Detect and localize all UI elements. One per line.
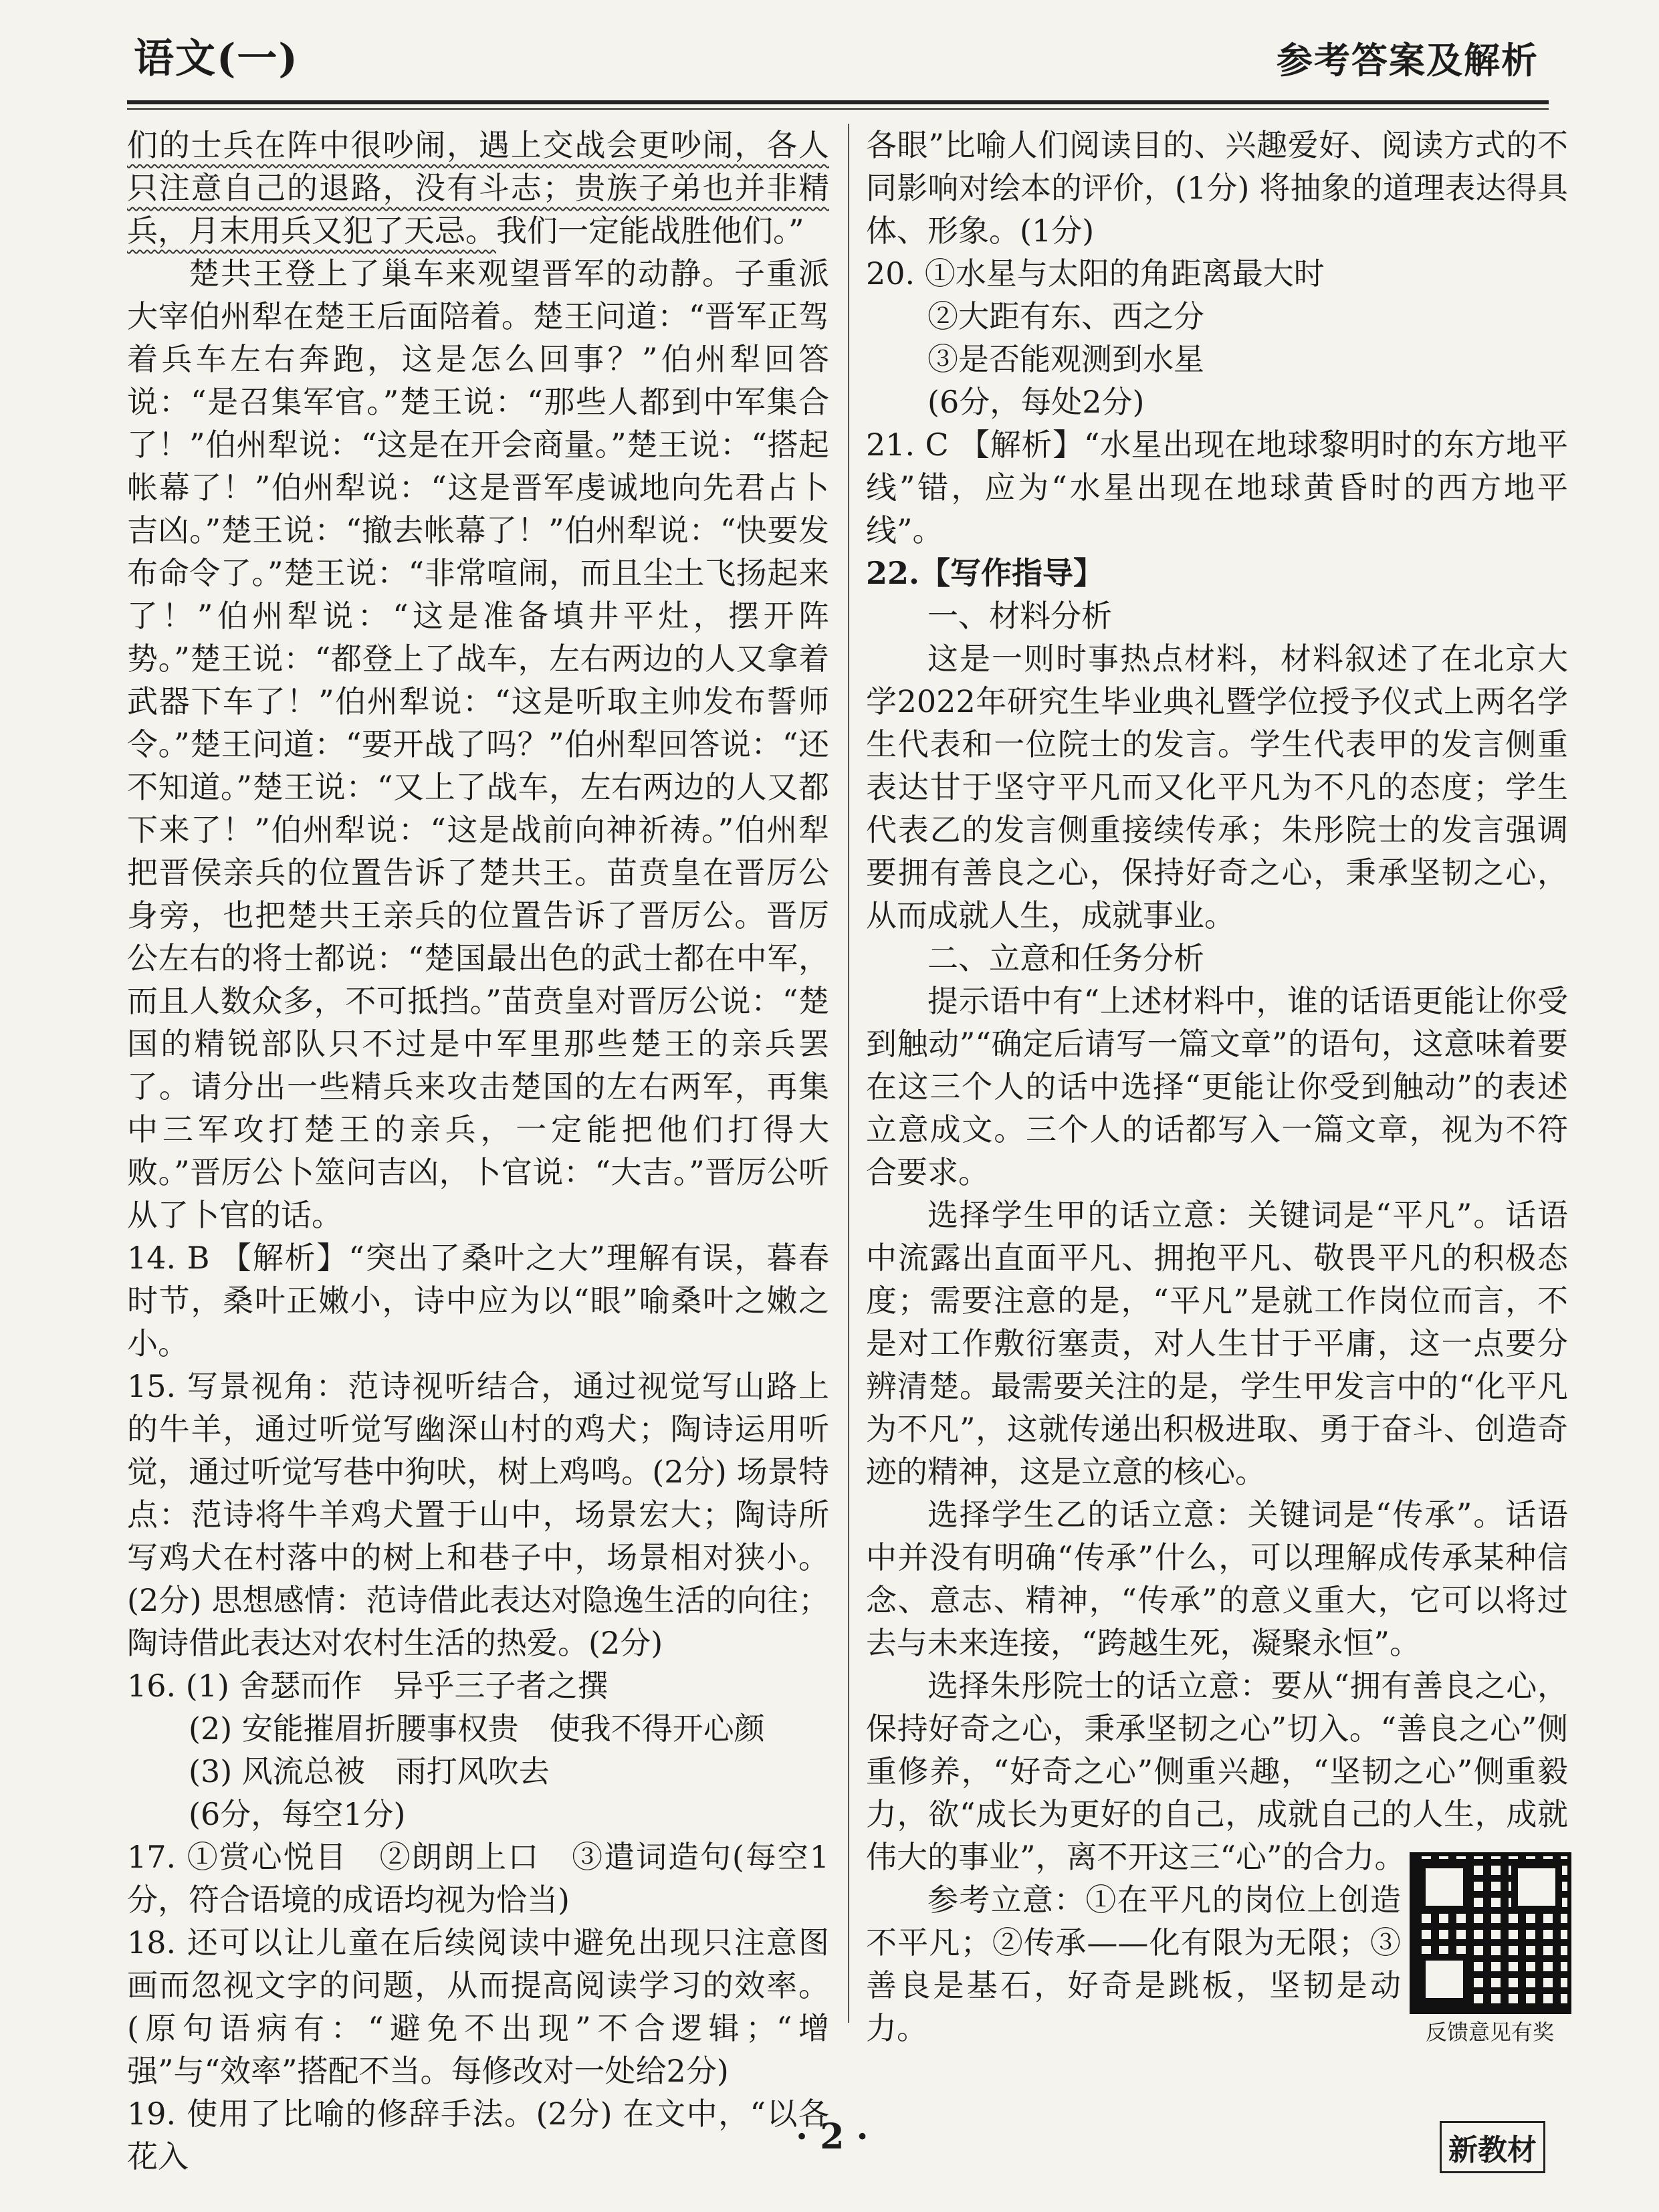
answer-16-2: (2) 安能摧眉折腰事权贵 使我不得开心颜 <box>189 1710 765 1747</box>
answer-20-score: (6分，每处2分) <box>927 384 1145 420</box>
qr-caption: 反馈意见有奖 <box>1425 2019 1554 2045</box>
header-rule-thin <box>127 108 1549 110</box>
answer-20-2: ②大距有东、西之分 <box>927 298 1204 334</box>
answer-19: 19. 使用了比喻的修辞手法。(2分) 在文中，“以各花入 <box>127 2096 829 2175</box>
answer-21: 21. C 【解析】“水星出现在地球黎明时的东方地平线”错，应为“水星出现在地球黄昏时的西方地平线”。 <box>866 427 1568 548</box>
left-column <box>127 124 829 2178</box>
answer-16-score: (6分，每空1分) <box>189 1796 406 1832</box>
translation-story: 楚共王登上了巢车来观望晋军的动静。子重派大宰伯州犁在楚王后面陪着。楚王问道：“晋军正驾着兵车左右奔跑，这是怎么回事？”伯州犁回答说：“是召集军官。”楚王说：“那些人都到中军集合了！”伯州犁说：“这是在开会商量。”楚王说：“搭起帐幕了！”伯州犁说：“这是晋军虔诚地向先君占卜吉凶。”楚王说：“撤去帐幕了！”伯州犁说：“快要发布命令了。”楚王说：“非常喧闹，而且尘土飞扬起来了！”伯州犁说：“这是准备填井平灶，摆开阵势。”楚王说：“都登上了战车，左右两边的人又拿着武器下车了！”伯州犁说：“这是听取主帅发布誓师令。”楚王问道：“要开战了吗？”伯州犁回答说：“还不知道。”楚王说：“又上了战车，左右两边的人又都下来了！”伯州犁说：“这是战前向神祈祷。”伯州犁把晋侯亲兵的位置告诉了楚共王。苗贲皇在晋厉公身旁，也把楚共王亲兵的位置告诉了晋厉公。晋厉公左右的将士都说：“楚国最出色的武士都在中军，而且人数众多，不可抵挡。”苗贲皇对晋厉公说：“楚国的精锐部队只不过是中军里那些楚王的亲兵罢了。请分出一些精兵来攻击楚国的左右两军，再集中三军攻打楚王的亲兵，一定能把他们打得大败。”晋厉公卜筮问吉凶，卜官说：“大吉。”晋厉公听从了卜官的话。 <box>127 255 829 1233</box>
section-2-title: 二、立意和任务分析 <box>927 940 1204 976</box>
reference-ideas: 参考立意：①在平凡的岗位上创造不平凡；②传承——化有限为无限；③善良是基石，好奇是跳板，坚韧是动力。 <box>866 1882 1401 2046</box>
answer-19-continued: 各眼”比喻人们阅读目的、兴趣爱好、阅读方式的不同影响对绘本的评价，(1分) 将抽象的道理表达得具体、形象。(1分) <box>866 127 1568 249</box>
section-1-body: 这是一则时事热点材料，材料叙述了在北京大学2022年研究生毕业典礼暨学位授予仪式上两名学生代表和一位院士的发言。学生代表甲的发言侧重表达甘于坚守平凡而又化平凡为不凡的态度；学生代表乙的发言侧重接续传承；朱彤院士的发言强调要拥有善良之心，保持好奇之心，秉承坚韧之心，从而成就人生，成就事业。 <box>866 641 1568 933</box>
subject-title: 语文(一) <box>134 35 299 82</box>
page-number: · 2 · <box>796 2116 869 2157</box>
answer-15: 15. 写景视角：范诗视听结合，通过视觉写山路上的牛羊，通过听觉写幽深山村的鸡犬；陶诗运用听觉，通过听觉写巷中狗吠，树上鸡鸣。(2分) 场景特点：范诗将牛羊鸡犬置于山中，场景宏大；陶诗所写鸡犬在村落中的树上和巷子中，场景相对狭小。(2分) 思想感情：范诗借此表达对隐逸生活的向往；陶诗借此表达对农村生活的热爱。(2分) <box>127 1368 829 1661</box>
answer-18: 18. 还可以让儿童在后续阅读中避免出现只注意图画而忽视文字的问题，从而提高阅读学习的效率。(原句语病有：“避免不出现”不合逻辑；“增强”与“效率”搭配不当。每修改对一处给2分) <box>127 1924 829 2089</box>
header-rule <box>127 100 1549 104</box>
option-student-a: 选择学生甲的话立意：关键词是“平凡”。话语中流露出直面平凡、拥抱平凡、敬畏平凡的积极态度；需要注意的是，“平凡”是就工作岗位而言，不是对工作敷衍塞责，对人生甘于平庸，这一点要分辨清楚。最需要关注的是，学生甲发言中的“化平凡为不凡”，这就传递出积极进取、勇于奋斗、创造奇迹的精神，这是立意的核心。 <box>866 1197 1568 1490</box>
answer-14: 14. B 【解析】“突出了桑叶之大”理解有误，暮春时节，桑叶正嫩小，诗中应为以“眼”喻桑叶之嫩之小。 <box>127 1240 829 1361</box>
answer-16-1: 16. (1) 舍瑟而作 异乎三子者之撰 <box>127 1668 609 1704</box>
answer-20-1: 20. ①水星与太阳的角距离最大时 <box>866 255 1325 292</box>
option-student-b: 选择学生乙的话立意：关键词是“传承”。话语中并没有明确“传承”什么，可以理解成传承某种信念、意志、精神，“传承”的意义重大，它可以将过去与未来连接，“跨越生死，凝聚永恒”。 <box>866 1497 1568 1661</box>
answer-22-title: 22.【写作指导】 <box>866 555 1105 591</box>
section-title: 参考答案及解析 <box>1277 39 1539 82</box>
answer-17: 17. ①赏心悦目 ②朗朗上口 ③遣词造句(每空1分，符合语境的成语均视为恰当) <box>127 1839 829 1918</box>
column-divider <box>848 124 849 2023</box>
answer-16-3: (3) 风流总被 雨打风吹去 <box>189 1753 550 1789</box>
wavy-underlined-text: 们的士兵在阵中很吵闹，遇上交战会更吵闹，各人只注意自己的退路，没有斗志；贵族子弟也并非精兵，月末用兵又犯了天忌。 <box>127 127 829 249</box>
answer-20-3: ③是否能观测到水星 <box>927 341 1204 377</box>
right-column <box>866 124 1568 2050</box>
option-academician: 选择朱彤院士的话立意：要从“拥有善良之心，保持好奇之心，秉承坚韧之心”切入。“善良之心”侧重修养，“好奇之心”侧重兴趣，“坚韧之心”侧重毅力，欲“成长为更好的自己，成就自己的人生，成就伟大的事业”，离不开这三“心”的合力。 <box>866 1668 1568 1875</box>
section-1-title: 一、材料分析 <box>927 598 1112 634</box>
translation-intro: 们的士兵在阵中很吵闹，遇上交战会更吵闹，各人只注意自己的退路，没有斗志；贵族子弟也并非精兵，月末用兵又犯了天忌。我们一定能战胜他们。” <box>127 127 829 249</box>
qr-code-icon[interactable] <box>1410 1852 1571 2014</box>
edition-badge: 新教材 <box>1440 2121 1545 2173</box>
section-2-body: 提示语中有“上述材料中，谁的话语更能让你受到触动”“确定后请写一篇文章”的语句，这意味着要在这三个人的话中选择“更能让你受到触动”的表述立意成文。三个人的话都写入一篇文章，视为不符合要求。 <box>866 983 1568 1190</box>
